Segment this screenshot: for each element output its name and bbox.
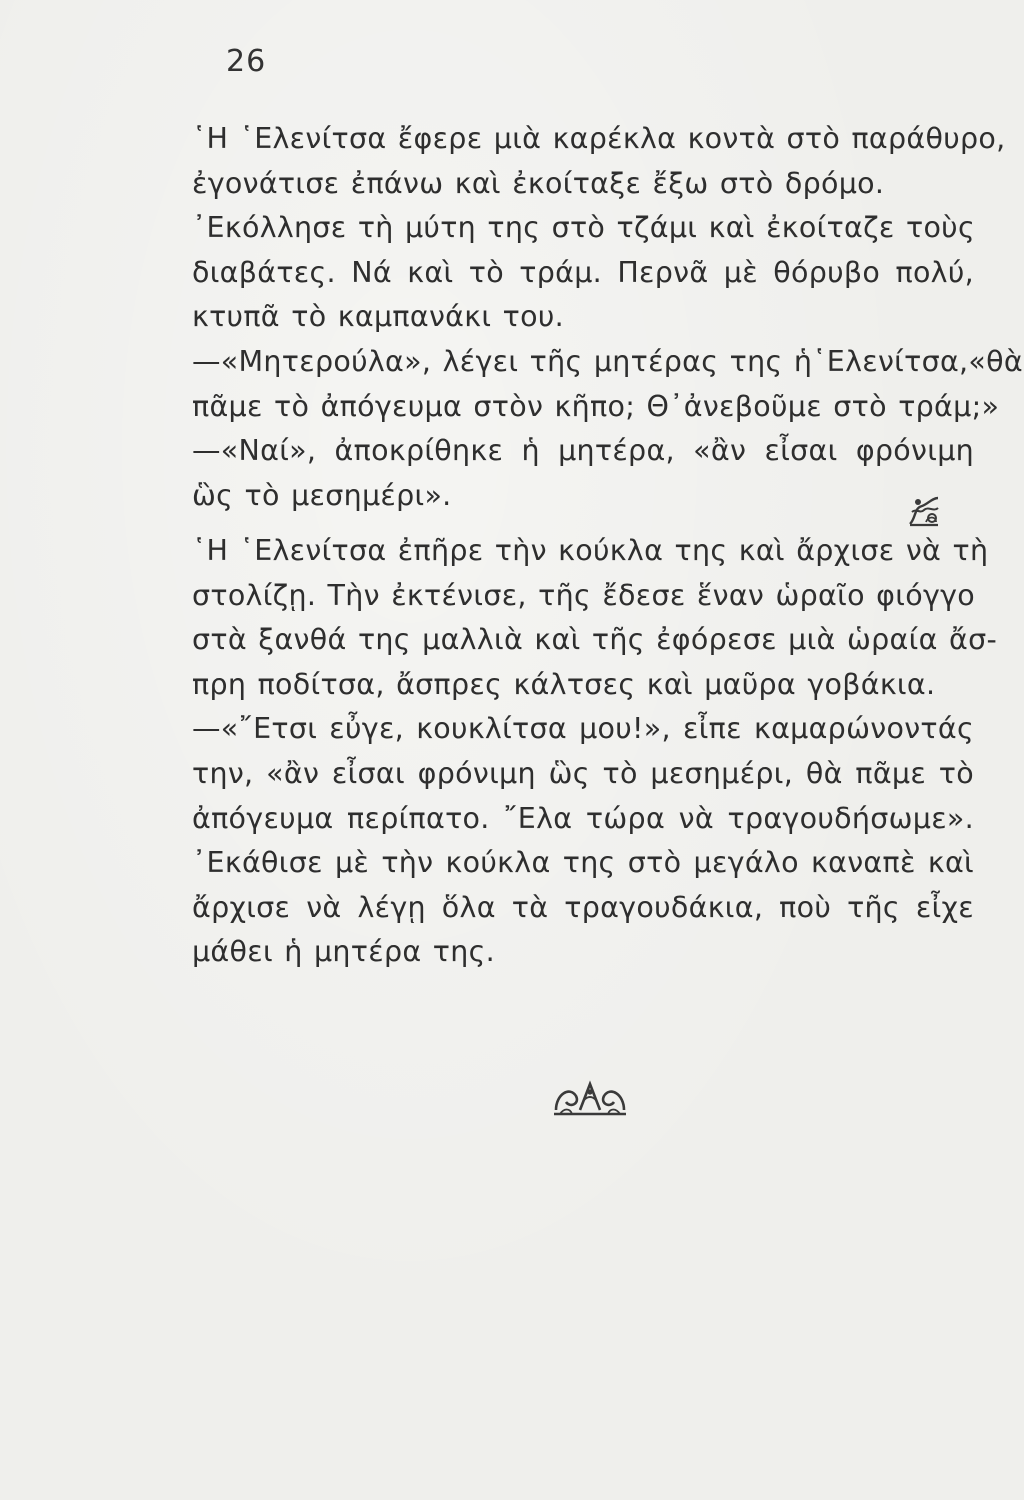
floral-ornament-icon [906, 494, 942, 528]
text-line: κτυπᾶ τὸ καμπανάκι του. [192, 300, 565, 334]
text-line: —«Μητερούλα», λέγει τῆς μητέρας της ἡ῾Ελενίτσα,«θὰ [192, 344, 1023, 378]
paragraph-block-2 [192, 529, 998, 975]
text-line: πᾶμε τὸ ἀπόγευμα στὸν κῆπο; Θ᾿ἀνεβοῦμε στὸ τράμ;» [192, 389, 1000, 423]
text-line: στὰ ξανθά της μαλλιὰ καὶ τῆς ἐφόρεσε μιὰ ὡραία ἄσ- [192, 623, 998, 657]
text-line: —«῎Ετσι εὖγε, κουκλίτσα μου!», εἶπε καμαρώνοντάς [192, 712, 974, 746]
text-line: την, «ἂν εἶσαι φρόνιμη ὣς τὸ μεσημέρι, θὰ πᾶμε τὸ [192, 756, 974, 790]
text-line: ῾Η ῾Ελενίτσα ἔφερε μιὰ καρέκλα κοντὰ στὸ παράθυρο, [192, 122, 1006, 155]
text-line: ᾿Εκάθισε μὲ τὴν κούκλα της στὸ μεγάλο καναπὲ καὶ [192, 846, 974, 880]
text-line: —«Ναί», ἀποκρίθηκε ἡ μητέρα, «ἂν εἶσαι φρόνιμη [192, 434, 974, 468]
tailpiece-ornament-icon [552, 1076, 628, 1118]
text-line: ᾿Εκόλλησε τὴ μύτη της στὸ τζάμι καὶ ἐκοίταζε τοὺς [192, 211, 975, 245]
text-line: πρη ποδίτσα, ἄσπρες κάλτσες καὶ μαῦρα γοβάκια. [192, 667, 936, 701]
text-line: ὣς τὸ μεσημέρι». [192, 478, 452, 512]
text-line: ῾Η ῾Ελενίτσα ἐπῆρε τὴν κούκλα της καὶ ἄρχισε νὰ τὴ [192, 534, 989, 567]
text-line: στολίζῃ. Τὴν ἐκτένισε, τῆς ἔδεσε ἕναν ὡραῖο φιόγγο [192, 578, 976, 612]
paragraph-block-1 [192, 117, 1023, 518]
text-line: ἄρχισε νὰ λέγῃ ὅλα τὰ τραγουδάκια, ποὺ τῆς εἶχε [192, 890, 974, 924]
text-line: ἐγονάτισε ἐπάνω καὶ ἐκοίταξε ἔξω στὸ δρόμο. [192, 166, 885, 200]
text-line: μάθει ἡ μητέρα της. [192, 935, 495, 969]
page-number: 26 [226, 44, 267, 79]
text-line: διαβάτες. Νά καὶ τὸ τράμ. Περνᾶ μὲ θόρυβο πολύ, [192, 255, 974, 289]
text-line: ἀπόγευμα περίπατο. ῎Ελα τώρα νὰ τραγουδήσωμε». [192, 801, 974, 835]
